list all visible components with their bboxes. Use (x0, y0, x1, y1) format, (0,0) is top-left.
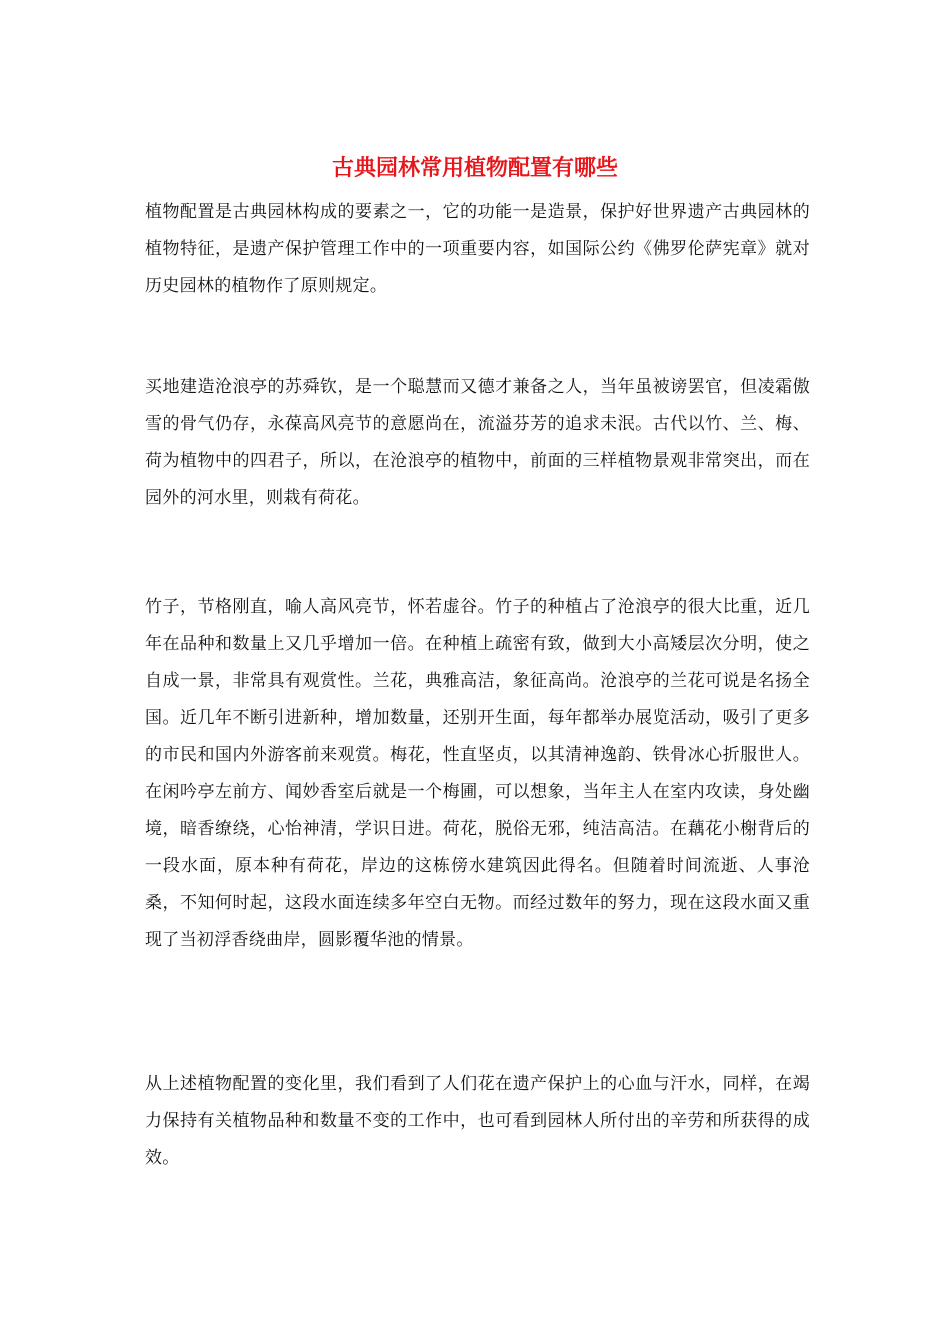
paragraph-four-gentlemen: 竹子，节格刚直，喻人高风亮节，怀若虚谷。竹子的种植占了沧浪亭的很大比重，近几年在品种和数量上又几乎增加一倍。在种植上疏密有致，做到大小高矮层次分明，使之自成一景，非常具有观赏性。兰花，典雅高洁，象征高尚。沧浪亭的兰花可说是名扬全国。近几年不断引进新种，增加数量，还别开生面，每年都举办展览活动，吸引了更多的市民和国内外游客前来观赏。梅花，性直坚贞，以其清神逸韵、铁骨冰心折服世人。在闲吟亭左前方、闻妙香室后就是一个梅圃，可以想象，当年主人在室内攻读，身处幽境，暗香缭绕，心怡神清，学识日进。荷花，脱俗无邪，纯洁高洁。在藕花小榭背后的一段水面，原本种有荷花，岸边的这栋傍水建筑因此得名。但随着时间流逝、人事沧桑，不知何时起，这段水面连续多年空白无物。而经过数年的努力，现在这段水面又重现了当初浮香绕曲岸，圆影覆华池的情景。 (145, 597, 810, 950)
paragraph-intro: 植物配置是古典园林构成的要素之一，它的功能一是造景，保护好世界遗产古典园林的植物特征，是遗产保护管理工作中的一项重要内容，如国际公约《佛罗伦萨宪章》就对历史园林的植物作了原则规定。 (145, 202, 810, 296)
paragraph-su-shunqin: 买地建造沧浪亭的苏舜钦，是一个聪慧而又德才兼备之人，当年虽被谤罢官，但凌霜傲雪的骨气仍存，永葆高风亮节的意愿尚在，流溢芬芳的追求未泯。古代以竹、兰、梅、荷为植物中的四君子，所以，在沧浪亭的植物中，前面的三样植物景观非常突出，而在园外的河水里，则栽有荷花。 (145, 377, 810, 508)
paragraph-conclusion: 从上述植物配置的变化里，我们看到了人们花在遗产保护上的心血与汗水，同样，在竭力保持有关植物品种和数量不变的工作中，也可看到园林人所付出的辛劳和所获得的成效。 (145, 1074, 810, 1168)
document-title: 古典园林常用植物配置有哪些 (331, 155, 618, 181)
